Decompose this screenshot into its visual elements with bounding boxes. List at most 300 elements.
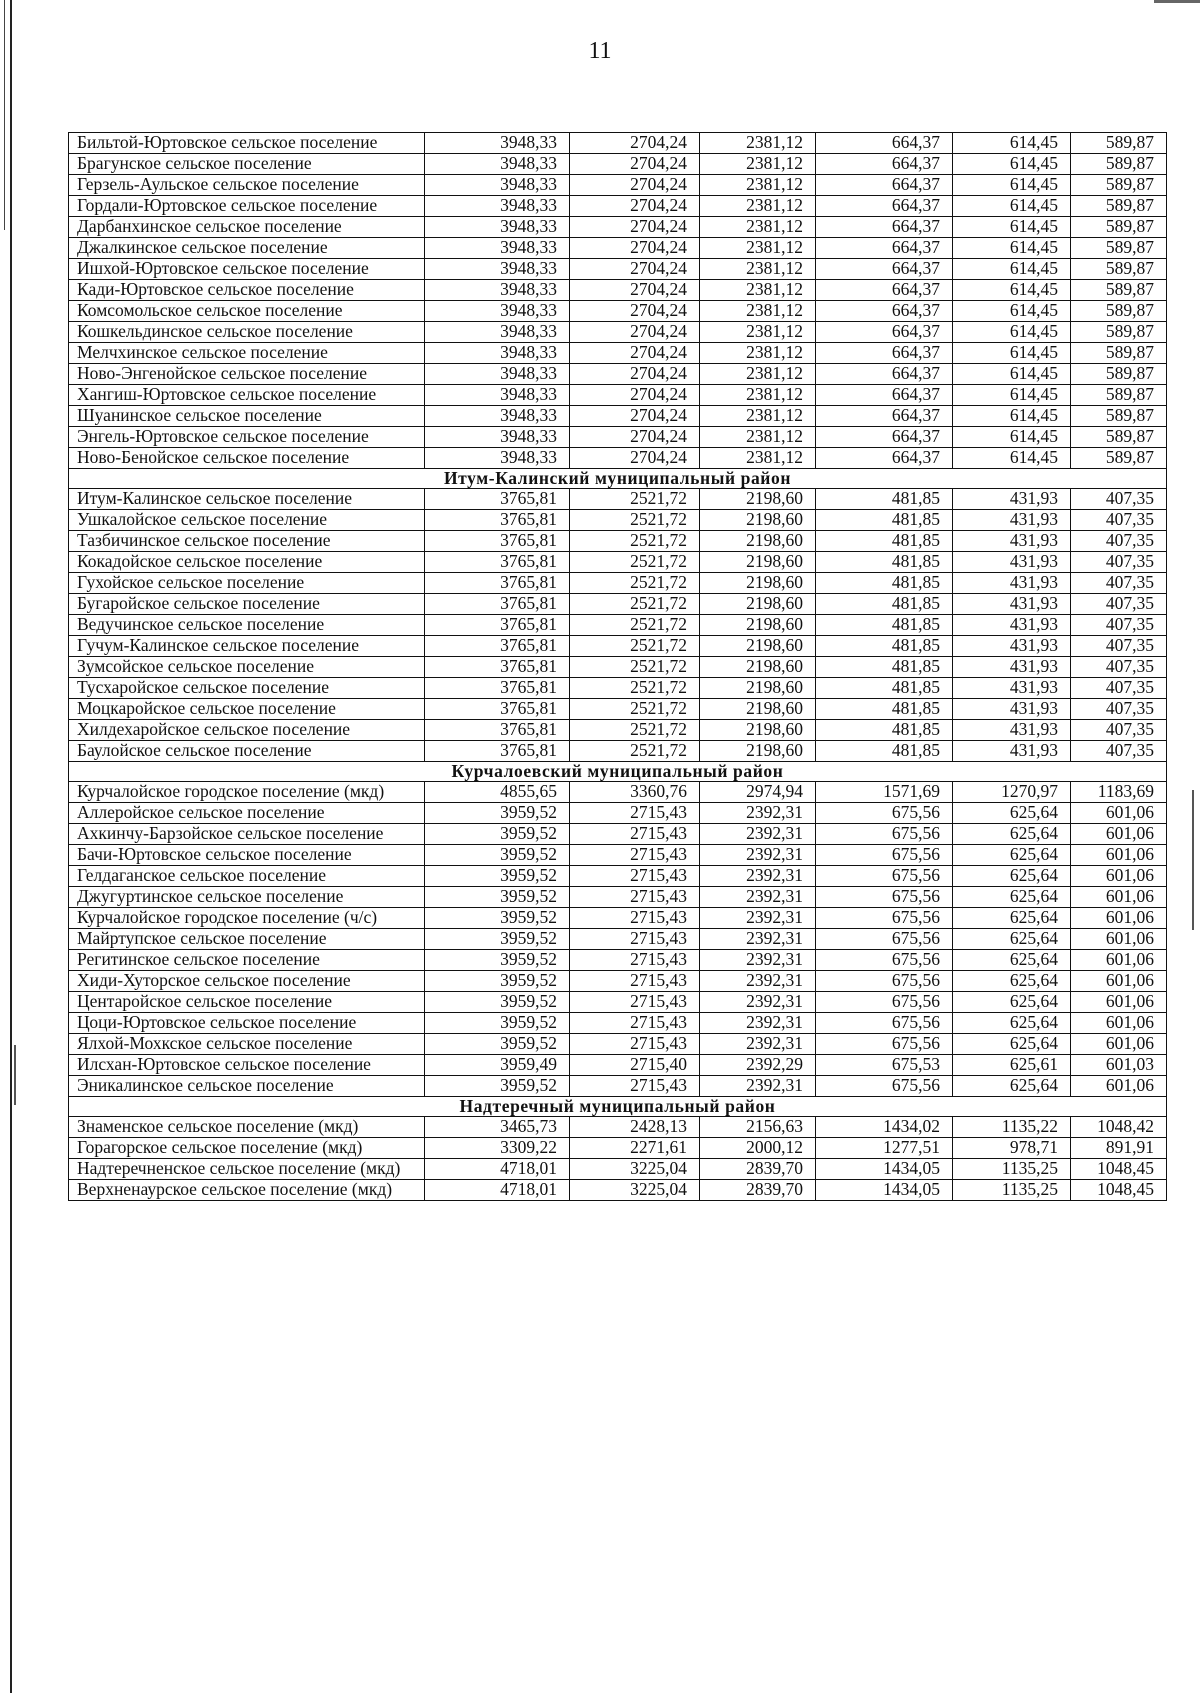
- value-cell-6: 589,87: [1071, 448, 1167, 469]
- value-cell-5: 625,64: [953, 866, 1071, 887]
- settlement-name: Бугаройское сельское поселение: [69, 594, 425, 615]
- value-cell-3: 2392,31: [700, 992, 816, 1013]
- value-cell-6: 601,06: [1071, 1013, 1167, 1034]
- scan-edge-left-secondary: [4, 0, 5, 230]
- value-cell-4: 675,56: [816, 929, 953, 950]
- value-cell-3: 2198,60: [700, 741, 816, 762]
- value-cell-1: 3948,33: [425, 196, 570, 217]
- value-cell-4: 675,53: [816, 1055, 953, 1076]
- settlement-name: Кошкельдинское сельское поселение: [69, 322, 425, 343]
- value-cell-2: 2715,43: [570, 845, 700, 866]
- value-cell-6: 589,87: [1071, 364, 1167, 385]
- value-cell-3: 2381,12: [700, 385, 816, 406]
- table-row: [69, 301, 1167, 322]
- value-cell-5: 431,93: [953, 531, 1071, 552]
- value-cell-2: 2704,24: [570, 259, 700, 280]
- value-cell-1: 3948,33: [425, 427, 570, 448]
- value-cell-4: 664,37: [816, 406, 953, 427]
- value-cell-2: 2715,43: [570, 803, 700, 824]
- value-cell-2: 2521,72: [570, 489, 700, 510]
- value-cell-2: 2704,24: [570, 343, 700, 364]
- value-cell-2: 2704,24: [570, 133, 700, 154]
- value-cell-2: 2521,72: [570, 552, 700, 573]
- value-cell-1: 3959,52: [425, 950, 570, 971]
- value-cell-6: 601,06: [1071, 1076, 1167, 1097]
- value-cell-6: 601,06: [1071, 845, 1167, 866]
- settlement-name: Аллеройское сельское поселение: [69, 803, 425, 824]
- settlement-name: Тазбичинское сельское поселение: [69, 531, 425, 552]
- value-cell-6: 407,35: [1071, 552, 1167, 573]
- settlement-name: Горагорское сельское поселение (мкд): [69, 1138, 425, 1159]
- value-cell-6: 589,87: [1071, 133, 1167, 154]
- value-cell-5: 614,45: [953, 196, 1071, 217]
- value-cell-6: 407,35: [1071, 678, 1167, 699]
- table-row: [69, 280, 1167, 301]
- value-cell-4: 675,56: [816, 950, 953, 971]
- value-cell-1: 4718,01: [425, 1159, 570, 1180]
- value-cell-2: 2521,72: [570, 720, 700, 741]
- value-cell-5: 625,64: [953, 950, 1071, 971]
- value-cell-5: 614,45: [953, 217, 1071, 238]
- settlement-name: Кади-Юртовское сельское поселение: [69, 280, 425, 301]
- value-cell-2: 2704,24: [570, 196, 700, 217]
- value-cell-6: 589,87: [1071, 427, 1167, 448]
- table-row: [69, 385, 1167, 406]
- value-cell-1: 3765,81: [425, 657, 570, 678]
- value-cell-1: 3948,33: [425, 280, 570, 301]
- value-cell-5: 1135,22: [953, 1117, 1071, 1138]
- value-cell-1: 4855,65: [425, 782, 570, 803]
- value-cell-4: 1277,51: [816, 1138, 953, 1159]
- value-cell-4: 481,85: [816, 510, 953, 531]
- value-cell-4: 675,56: [816, 908, 953, 929]
- value-cell-4: 481,85: [816, 573, 953, 594]
- value-cell-2: 2715,43: [570, 1034, 700, 1055]
- table-row: [69, 866, 1167, 887]
- value-cell-2: 2715,43: [570, 1013, 700, 1034]
- value-cell-2: 2715,43: [570, 929, 700, 950]
- table-row: [69, 154, 1167, 175]
- table-row: [69, 699, 1167, 720]
- value-cell-3: 2839,70: [700, 1180, 816, 1201]
- table-row: [69, 1117, 1167, 1138]
- value-cell-5: 625,64: [953, 803, 1071, 824]
- value-cell-2: 2704,24: [570, 280, 700, 301]
- value-cell-4: 664,37: [816, 217, 953, 238]
- value-cell-3: 2156,63: [700, 1117, 816, 1138]
- value-cell-3: 2392,31: [700, 1013, 816, 1034]
- value-cell-3: 2392,31: [700, 866, 816, 887]
- value-cell-2: 2704,24: [570, 217, 700, 238]
- table-row: [69, 1013, 1167, 1034]
- value-cell-1: 3959,52: [425, 1076, 570, 1097]
- value-cell-1: 3959,52: [425, 908, 570, 929]
- value-cell-1: 3765,81: [425, 636, 570, 657]
- value-cell-1: 3948,33: [425, 301, 570, 322]
- settlement-name: Бильтой-Юртовское сельское поселение: [69, 133, 425, 154]
- settlement-name: Ялхой-Мохкское сельское поселение: [69, 1034, 425, 1055]
- settlement-name: Моцкаройское сельское поселение: [69, 699, 425, 720]
- value-cell-2: 2704,24: [570, 238, 700, 259]
- value-cell-1: 3948,33: [425, 448, 570, 469]
- value-cell-3: 2392,29: [700, 1055, 816, 1076]
- table-row: [69, 364, 1167, 385]
- table-row: [69, 259, 1167, 280]
- table-row: [69, 950, 1167, 971]
- table-row: [69, 929, 1167, 950]
- value-cell-6: 601,06: [1071, 887, 1167, 908]
- value-cell-2: 2521,72: [570, 636, 700, 657]
- value-cell-2: 2521,72: [570, 699, 700, 720]
- settlement-name: Курчалойское городское поселение (ч/с): [69, 908, 425, 929]
- value-cell-6: 407,35: [1071, 615, 1167, 636]
- value-cell-5: 614,45: [953, 259, 1071, 280]
- value-cell-2: 2715,43: [570, 950, 700, 971]
- value-cell-2: 2704,24: [570, 322, 700, 343]
- settlement-name: Гучум-Калинское сельское поселение: [69, 636, 425, 657]
- table-row: [69, 845, 1167, 866]
- value-cell-2: 2521,72: [570, 678, 700, 699]
- settlement-name: Итум-Калинское сельское поселение: [69, 489, 425, 510]
- settlement-name: Ново-Энгенойское сельское поселение: [69, 364, 425, 385]
- table-row: [69, 720, 1167, 741]
- value-cell-3: 2381,12: [700, 427, 816, 448]
- table-row: [69, 1159, 1167, 1180]
- table-row: [69, 615, 1167, 636]
- value-cell-3: 2198,60: [700, 594, 816, 615]
- value-cell-2: 2704,24: [570, 301, 700, 322]
- value-cell-3: 2381,12: [700, 364, 816, 385]
- value-cell-3: 2381,12: [700, 322, 816, 343]
- table-row: [69, 1180, 1167, 1201]
- value-cell-4: 664,37: [816, 364, 953, 385]
- value-cell-6: 891,91: [1071, 1138, 1167, 1159]
- value-cell-5: 614,45: [953, 175, 1071, 196]
- settlement-name: Дарбанхинское сельское поселение: [69, 217, 425, 238]
- value-cell-1: 3959,52: [425, 803, 570, 824]
- value-cell-4: 675,56: [816, 971, 953, 992]
- value-cell-6: 589,87: [1071, 301, 1167, 322]
- value-cell-6: 589,87: [1071, 217, 1167, 238]
- value-cell-3: 2381,12: [700, 448, 816, 469]
- settlement-name: Гордали-Юртовское сельское поселение: [69, 196, 425, 217]
- value-cell-6: 407,35: [1071, 489, 1167, 510]
- value-cell-3: 2392,31: [700, 908, 816, 929]
- value-cell-6: 601,06: [1071, 803, 1167, 824]
- value-cell-2: 2715,43: [570, 992, 700, 1013]
- value-cell-3: 2392,31: [700, 845, 816, 866]
- value-cell-4: 675,56: [816, 866, 953, 887]
- settlement-name: Центаройское сельское поселение: [69, 992, 425, 1013]
- value-cell-3: 2381,12: [700, 343, 816, 364]
- value-cell-1: 3765,81: [425, 615, 570, 636]
- table-row: [69, 217, 1167, 238]
- settlement-name: Регитинское сельское поселение: [69, 950, 425, 971]
- value-cell-1: 3765,81: [425, 510, 570, 531]
- value-cell-3: 2381,12: [700, 133, 816, 154]
- value-cell-1: 3948,33: [425, 133, 570, 154]
- value-cell-6: 601,06: [1071, 950, 1167, 971]
- value-cell-3: 2392,31: [700, 971, 816, 992]
- settlement-name: Хангиш-Юртовское сельское поселение: [69, 385, 425, 406]
- table-row: [69, 552, 1167, 573]
- value-cell-2: 2521,72: [570, 615, 700, 636]
- value-cell-6: 589,87: [1071, 280, 1167, 301]
- value-cell-2: 2521,72: [570, 573, 700, 594]
- value-cell-5: 625,61: [953, 1055, 1071, 1076]
- value-cell-6: 589,87: [1071, 406, 1167, 427]
- value-cell-6: 589,87: [1071, 154, 1167, 175]
- value-cell-2: 2704,24: [570, 448, 700, 469]
- value-cell-4: 481,85: [816, 615, 953, 636]
- value-cell-1: 3959,49: [425, 1055, 570, 1076]
- value-cell-1: 3765,81: [425, 741, 570, 762]
- value-cell-6: 589,87: [1071, 196, 1167, 217]
- value-cell-5: 614,45: [953, 385, 1071, 406]
- value-cell-1: 3765,81: [425, 531, 570, 552]
- value-cell-4: 664,37: [816, 259, 953, 280]
- value-cell-5: 1135,25: [953, 1159, 1071, 1180]
- value-cell-1: 3948,33: [425, 154, 570, 175]
- value-cell-3: 2381,12: [700, 280, 816, 301]
- value-cell-4: 481,85: [816, 594, 953, 615]
- table-row: [69, 678, 1167, 699]
- value-cell-6: 589,87: [1071, 238, 1167, 259]
- table-row: [69, 887, 1167, 908]
- value-cell-3: 2198,60: [700, 573, 816, 594]
- value-cell-4: 1434,02: [816, 1117, 953, 1138]
- value-cell-4: 664,37: [816, 175, 953, 196]
- value-cell-6: 407,35: [1071, 594, 1167, 615]
- value-cell-2: 2715,43: [570, 908, 700, 929]
- table-row: [69, 175, 1167, 196]
- value-cell-2: 3225,04: [570, 1159, 700, 1180]
- value-cell-2: 2715,43: [570, 866, 700, 887]
- value-cell-3: 2381,12: [700, 301, 816, 322]
- value-cell-1: 3959,52: [425, 887, 570, 908]
- value-cell-3: 2839,70: [700, 1159, 816, 1180]
- table-row: [69, 406, 1167, 427]
- value-cell-5: 431,93: [953, 594, 1071, 615]
- value-cell-4: 675,56: [816, 824, 953, 845]
- value-cell-2: 2521,72: [570, 657, 700, 678]
- value-cell-5: 1270,97: [953, 782, 1071, 803]
- value-cell-5: 431,93: [953, 573, 1071, 594]
- value-cell-1: 3948,33: [425, 406, 570, 427]
- value-cell-6: 589,87: [1071, 322, 1167, 343]
- settlement-name: Герзель-Аульское сельское поселение: [69, 175, 425, 196]
- table-row: [69, 1055, 1167, 1076]
- tariff-table: [68, 132, 1167, 1201]
- value-cell-4: 481,85: [816, 489, 953, 510]
- value-cell-2: 2715,43: [570, 887, 700, 908]
- value-cell-6: 1183,69: [1071, 782, 1167, 803]
- value-cell-3: 2392,31: [700, 950, 816, 971]
- settlement-name: Илсхан-Юртовское сельское поселение: [69, 1055, 425, 1076]
- value-cell-4: 664,37: [816, 301, 953, 322]
- value-cell-4: 675,56: [816, 1076, 953, 1097]
- settlement-name: Эникалинское сельское поселение: [69, 1076, 425, 1097]
- value-cell-4: 664,37: [816, 343, 953, 364]
- table-row: [69, 782, 1167, 803]
- scan-mark-left: [14, 1045, 16, 1105]
- value-cell-2: 2704,24: [570, 427, 700, 448]
- settlement-name: Ново-Бенойское сельское поселение: [69, 448, 425, 469]
- value-cell-1: 3959,52: [425, 824, 570, 845]
- value-cell-6: 601,06: [1071, 992, 1167, 1013]
- value-cell-5: 431,93: [953, 615, 1071, 636]
- value-cell-1: 4718,01: [425, 1180, 570, 1201]
- value-cell-6: 407,35: [1071, 531, 1167, 552]
- value-cell-5: 625,64: [953, 1034, 1071, 1055]
- value-cell-3: 2198,60: [700, 552, 816, 573]
- table-row: [69, 1034, 1167, 1055]
- value-cell-1: 3948,33: [425, 364, 570, 385]
- section-header-row: [69, 1097, 1167, 1117]
- value-cell-3: 2198,60: [700, 678, 816, 699]
- value-cell-6: 601,06: [1071, 971, 1167, 992]
- value-cell-3: 2198,60: [700, 489, 816, 510]
- value-cell-2: 3225,04: [570, 1180, 700, 1201]
- settlement-name: Ушкалойское сельское поселение: [69, 510, 425, 531]
- value-cell-5: 625,64: [953, 971, 1071, 992]
- value-cell-4: 664,37: [816, 427, 953, 448]
- value-cell-5: 431,93: [953, 636, 1071, 657]
- table-row: [69, 510, 1167, 531]
- settlement-name: Мелчхинское сельское поселение: [69, 343, 425, 364]
- value-cell-5: 614,45: [953, 322, 1071, 343]
- value-cell-3: 2381,12: [700, 217, 816, 238]
- value-cell-1: 3959,52: [425, 1013, 570, 1034]
- value-cell-5: 431,93: [953, 699, 1071, 720]
- settlement-name: Курчалойское городское поселение (мкд): [69, 782, 425, 803]
- table-row: [69, 1076, 1167, 1097]
- value-cell-2: 2715,43: [570, 971, 700, 992]
- value-cell-4: 1434,05: [816, 1159, 953, 1180]
- value-cell-1: 3948,33: [425, 385, 570, 406]
- table-row: [69, 448, 1167, 469]
- value-cell-5: 614,45: [953, 364, 1071, 385]
- value-cell-4: 664,37: [816, 385, 953, 406]
- table-row: [69, 343, 1167, 364]
- settlement-name: Гелдаганское сельское поселение: [69, 866, 425, 887]
- value-cell-6: 407,35: [1071, 510, 1167, 531]
- settlement-name: Ведучинское сельское поселение: [69, 615, 425, 636]
- table-row: [69, 133, 1167, 154]
- value-cell-3: 2198,60: [700, 615, 816, 636]
- value-cell-3: 2392,31: [700, 929, 816, 950]
- table-row: [69, 992, 1167, 1013]
- value-cell-2: 2715,40: [570, 1055, 700, 1076]
- table-row: [69, 489, 1167, 510]
- value-cell-3: 2381,12: [700, 196, 816, 217]
- settlement-name: Шуанинское сельское поселение: [69, 406, 425, 427]
- value-cell-3: 2198,60: [700, 531, 816, 552]
- table-row: [69, 427, 1167, 448]
- value-cell-1: 3765,81: [425, 489, 570, 510]
- value-cell-6: 601,06: [1071, 824, 1167, 845]
- value-cell-5: 1135,25: [953, 1180, 1071, 1201]
- value-cell-5: 431,93: [953, 720, 1071, 741]
- settlement-name: Энгель-Юртовское сельское поселение: [69, 427, 425, 448]
- value-cell-6: 407,35: [1071, 720, 1167, 741]
- value-cell-3: 2392,31: [700, 803, 816, 824]
- section-header-row: [69, 469, 1167, 489]
- value-cell-1: 3765,81: [425, 699, 570, 720]
- value-cell-1: 3959,52: [425, 866, 570, 887]
- value-cell-5: 625,64: [953, 1076, 1071, 1097]
- value-cell-4: 675,56: [816, 803, 953, 824]
- settlement-name: Баулойское сельское поселение: [69, 741, 425, 762]
- value-cell-6: 589,87: [1071, 343, 1167, 364]
- value-cell-3: 2198,60: [700, 657, 816, 678]
- table-row: [69, 322, 1167, 343]
- value-cell-3: 2198,60: [700, 636, 816, 657]
- table-row: [69, 741, 1167, 762]
- table-row: [69, 636, 1167, 657]
- table-row: [69, 657, 1167, 678]
- table-row: [69, 824, 1167, 845]
- settlement-name: Надтеречненское сельское поселение (мкд): [69, 1159, 425, 1180]
- value-cell-2: 2704,24: [570, 364, 700, 385]
- value-cell-5: 625,64: [953, 992, 1071, 1013]
- settlement-name: Джугуртинское сельское поселение: [69, 887, 425, 908]
- value-cell-5: 614,45: [953, 280, 1071, 301]
- table-row: [69, 196, 1167, 217]
- settlement-name: Хиди-Хуторское сельское поселение: [69, 971, 425, 992]
- value-cell-5: 625,64: [953, 824, 1071, 845]
- table-row: [69, 908, 1167, 929]
- value-cell-2: 2704,24: [570, 175, 700, 196]
- value-cell-1: 3959,52: [425, 1034, 570, 1055]
- value-cell-4: 675,56: [816, 1034, 953, 1055]
- value-cell-2: 2521,72: [570, 594, 700, 615]
- value-cell-5: 614,45: [953, 301, 1071, 322]
- value-cell-2: 2704,24: [570, 406, 700, 427]
- value-cell-2: 2521,72: [570, 531, 700, 552]
- value-cell-2: 3360,76: [570, 782, 700, 803]
- value-cell-3: 2381,12: [700, 259, 816, 280]
- settlement-name: Джалкинское сельское поселение: [69, 238, 425, 259]
- settlement-name: Майртупское сельское поселение: [69, 929, 425, 950]
- value-cell-5: 431,93: [953, 552, 1071, 573]
- value-cell-3: 2392,31: [700, 887, 816, 908]
- section-title: Курчалоевский муниципальный район: [69, 762, 1167, 782]
- table-row: [69, 803, 1167, 824]
- value-cell-5: 614,45: [953, 448, 1071, 469]
- value-cell-6: 407,35: [1071, 636, 1167, 657]
- value-cell-6: 601,03: [1071, 1055, 1167, 1076]
- value-cell-2: 2521,72: [570, 510, 700, 531]
- value-cell-3: 2381,12: [700, 406, 816, 427]
- value-cell-5: 431,93: [953, 489, 1071, 510]
- value-cell-6: 589,87: [1071, 385, 1167, 406]
- settlement-name: Зумсойское сельское поселение: [69, 657, 425, 678]
- value-cell-1: 3765,81: [425, 594, 570, 615]
- settlement-name: Кокадойское сельское поселение: [69, 552, 425, 573]
- value-cell-4: 664,37: [816, 280, 953, 301]
- value-cell-5: 614,45: [953, 238, 1071, 259]
- value-cell-1: 3948,33: [425, 217, 570, 238]
- scan-mark-top-right: [1154, 0, 1200, 3]
- value-cell-2: 2715,43: [570, 1076, 700, 1097]
- table-row: [69, 573, 1167, 594]
- value-cell-2: 2704,24: [570, 154, 700, 175]
- value-cell-5: 431,93: [953, 678, 1071, 699]
- value-cell-4: 481,85: [816, 657, 953, 678]
- value-cell-6: 589,87: [1071, 259, 1167, 280]
- table-body: [69, 133, 1167, 1201]
